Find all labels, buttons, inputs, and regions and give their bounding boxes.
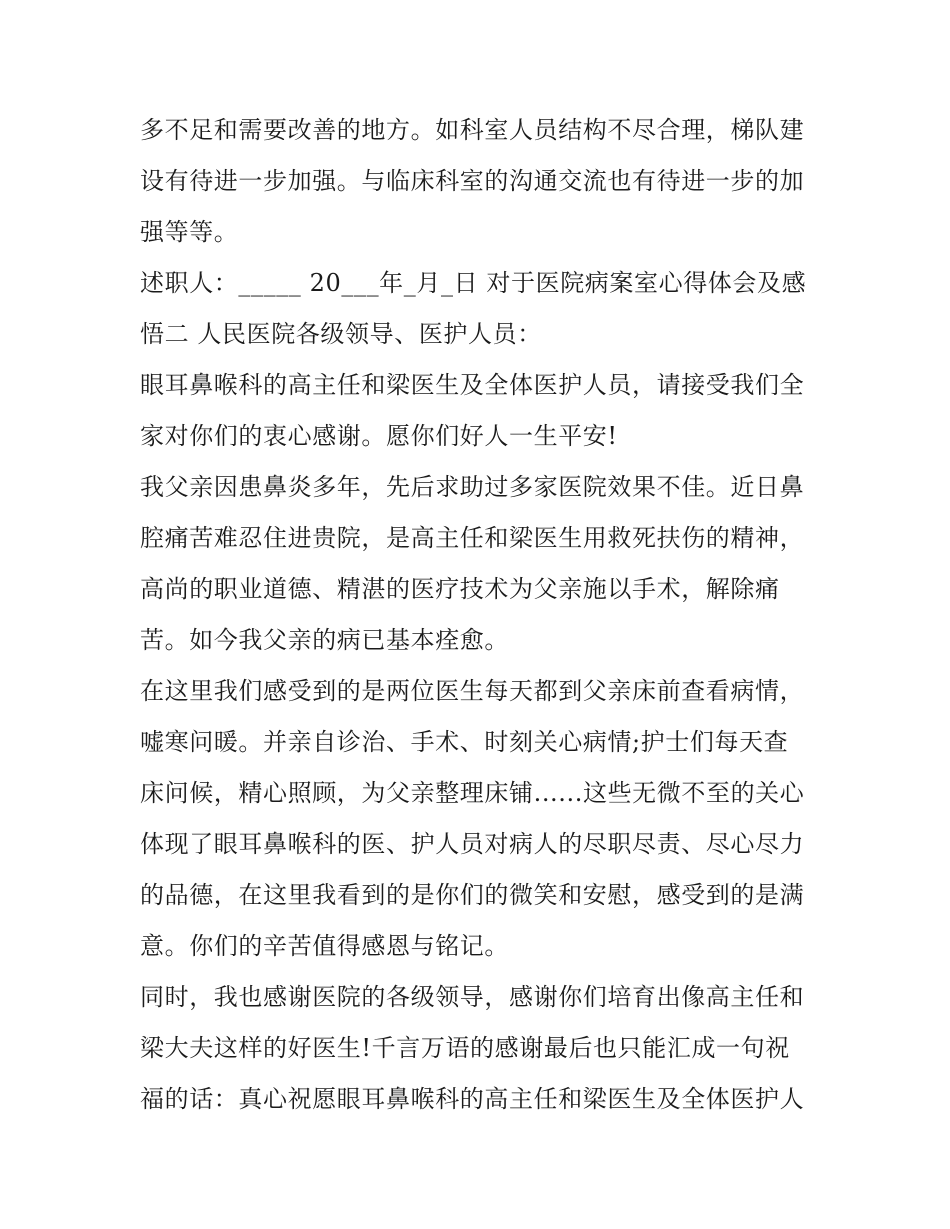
text-line-3: 强等等。 — [140, 218, 239, 246]
text-line-12: 在这里我们感受到的是两位医生每天都到父亲床前查看病情， — [140, 677, 805, 705]
text-line-20: 福的话：真心祝愿眼耳鼻喉科的高主任和梁医生及全体医护人 — [140, 1085, 805, 1113]
text-line-18: 同时，我也感谢医院的各级领导，感谢你们培育出像高主任和 — [140, 983, 805, 1011]
text-line-13: 嘘寒问暖。并亲自诊治、手术、时刻关心病情;护士们每天查 — [140, 728, 789, 756]
text-line-7: 家对你们的衷心感谢。愿你们好人一生平安! — [140, 422, 618, 450]
text-line-8: 我父亲因患鼻炎多年，先后求助过多家医院效果不佳。近日鼻 — [140, 473, 805, 501]
text-line-15: 体现了眼耳鼻喉科的医、护人员对病人的尽职尽责、尽心尽力 — [140, 830, 805, 858]
text-line-14: 床问候，精心照顾，为父亲整理床铺......这些无微不至的关心 — [140, 779, 805, 807]
text-line-9: 腔痛苦难忍住进贵院，是高主任和梁医生用救死扶伤的精神， — [140, 524, 805, 552]
text-line-2: 设有待进一步加强。与临床科室的沟通交流也有待进一步的加 — [140, 167, 805, 195]
text-line-17: 意。你们的辛苦值得感恩与铭记。 — [140, 932, 509, 960]
text-line-11: 苦。如今我父亲的病已基本痊愈。 — [140, 626, 509, 654]
text-line-16: 的品德，在这里我看到的是你们的微笑和安慰，感受到的是满 — [140, 881, 805, 909]
text-line-6: 眼耳鼻喉科的高主任和梁医生及全体医护人员，请接受我们全 — [140, 371, 805, 399]
text-line-5: 悟二 人民医院各级领导、医护人员： — [140, 320, 542, 348]
text-line-19: 梁大夫这样的好医生!千言万语的感谢最后也只能汇成一句祝 — [140, 1034, 790, 1062]
text-line-1: 多不足和需要改善的地方。如科室人员结构不尽合理，梯队建 — [140, 116, 805, 144]
text-line-10: 高尚的职业道德、精湛的医疗技术为父亲施以手术，解除痛 — [140, 575, 780, 603]
text-line-4: 述职人：_____ 20___年_月_日 对于医院病案室心得体会及感 — [140, 269, 807, 297]
